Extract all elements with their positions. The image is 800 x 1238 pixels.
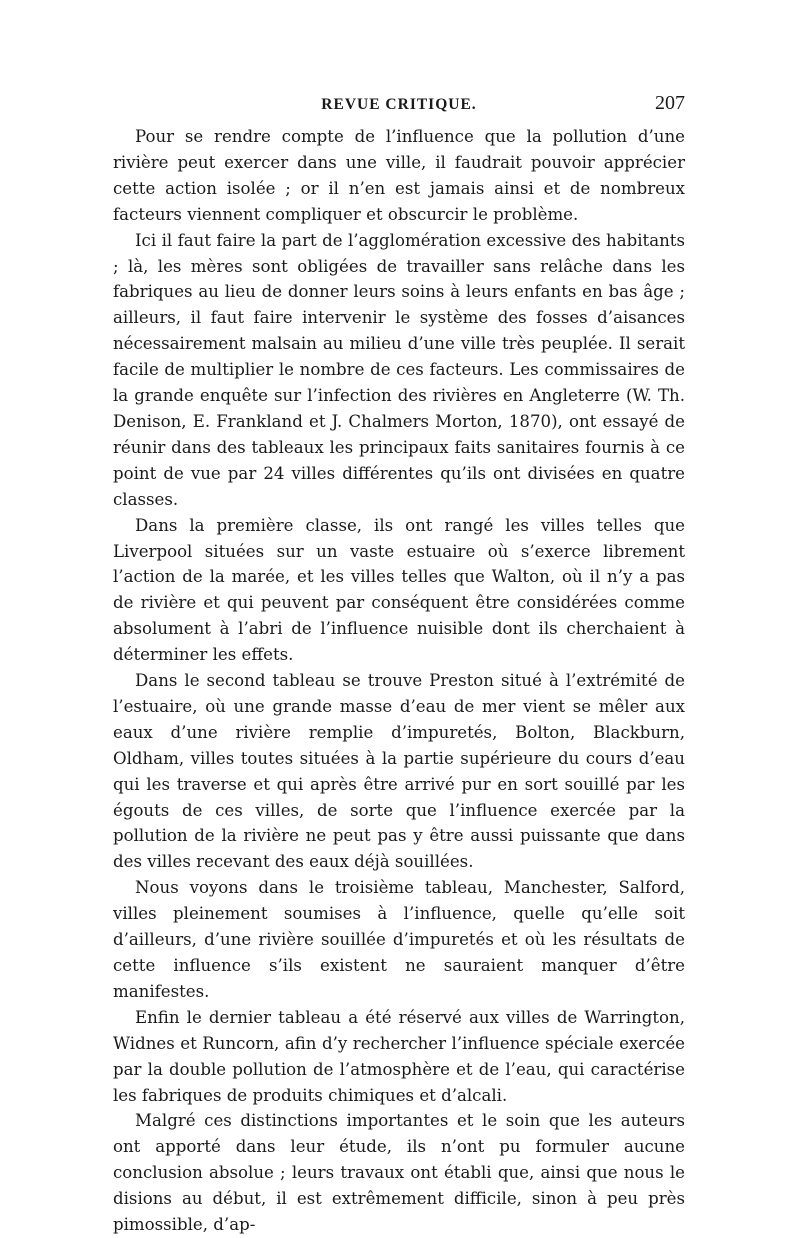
paragraph: Dans la première classe, ils ont rangé les villes telles que Liverpool situées sur un vaste estuaire où s’exerce librement l’action de la marée, et les villes telles que Walton, où il n’y a pas de rivière et qui peuvent par conséquent être considérées comme absolument à l’abri de l’influence nuisible dont ils cherchaient à déterminer les effets.	[113, 515, 685, 665]
paragraph: Enfin le dernier tableau a été réservé aux villes de Warrington, Widnes et Runcorn, afin d’y rechercher l’influence spéciale exercée par la double pollution de l’atmosphère et de l’eau, qui caractérise les fabriques de produits chimiques et d’alcali.	[113, 1007, 685, 1105]
paragraph: Nous voyons dans le troisième tableau, Manchester, Salford, villes pleinement soumises à l’influence, quelle qu’elle soit d’ailleurs, d’une rivière souillée d’impuretés et où les résultats de cette influence s’ils existent ne sauraient manquer d’être manifestes.	[113, 878, 685, 1001]
paragraph: Pour se rendre compte de l’influence que la pollution d’une rivière peut exercer dans une ville, il faudrait pouvoir apprécier cette action isolée ; or il n’en est jamais ainsi et de nombreux facteurs viennent compliquer et obscurcir le problème.	[113, 127, 685, 224]
paragraph: Ici il faut faire la part de l’agglomération excessive des habitants ; là, les mères sont obligées de travailler sans relâche dans les fabriques au lieu de donner leurs soins à leurs enfants en bas âge ; ailleurs, il faut faire intervenir le système des fosses d’aisances nécessairement malsain au milieu d’une ville très peuplée. Il serait facile de multiplier le nombre de ces facteurs. Les commissaires de la grande enquête sur l’infection des rivières en Angleterre (W. Th. Denison, E. Frankland et J. Chalmers Morton, 1870), ont essayé de réunir dans des tableaux les principaux faits sanitaires fournis à ce point de vue par 24 villes différentes qu’ils ont divisées en quatre classes.	[113, 230, 685, 509]
book-page	[113, 92, 685, 1238]
paragraph: Malgré ces distinctions importantes et le soin que les auteurs ont apporté dans leur étude, ils n’ont pu formuler aucune conclusion absolue ; leurs travaux ont établi que, ainsi que nous le disions au début, il est extrêmement difficile, sinon à peu près pimossible, d’ap-	[113, 1111, 685, 1235]
page-number: 207	[655, 92, 685, 114]
running-head	[113, 92, 685, 120]
running-title: REVUE CRITIQUE.	[321, 96, 477, 113]
body-text	[113, 124, 685, 1238]
paragraph: Dans le second tableau se trouve Preston situé à l’extrémité de l’estuaire, où une grande masse d’eau de mer vient se mêler aux eaux d’une rivière remplie d’impuretés, Bolton, Blackburn, Oldham, villes toutes situées à la partie supérieure du cours d’eau qui les traverse et qui après être arrivé pur en sort souillé par les égouts de ces villes, de sorte que l’influence exercée par la pollution de la rivière ne peut pas y être aussi puissante que dans des villes recevant des eaux déjà souillées.	[113, 671, 685, 872]
